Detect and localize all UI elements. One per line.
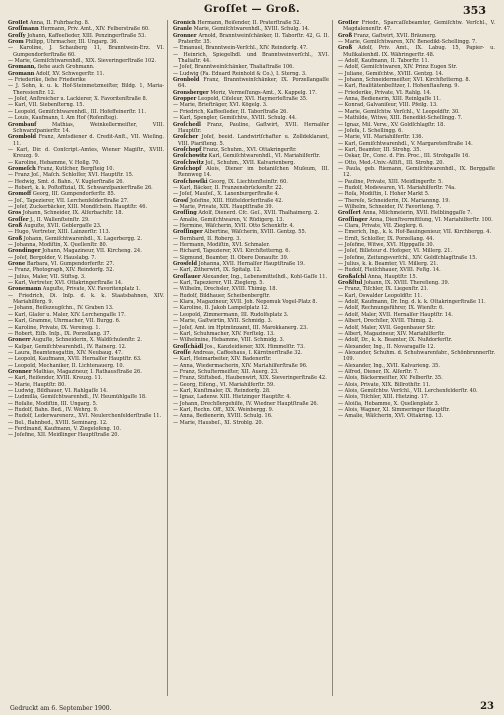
entry-details: — Franz, Photograph, XIV. Reindorfg. 52. [8,267,115,274]
entry-details: Joſef, beeid. Landwirtſchafter u. Zolldeklarant, VIII. Piariſteng. 5. [178,134,329,147]
entry-details: Franz, Gaſtwirt, XVII. Bräunerg. [352,32,437,39]
entry-surname: Groſſauer [173,273,201,280]
entry-details: Franz, Amtsdiener d. Credit-Anſt., VII. Wieſing. 11. [13,134,164,147]
entry-details: — Karl, Glaſer u. Maler, XIV. Lerchengaſſe 17. [8,311,126,318]
entry-details: — Rudolf, Modewaren, VI. Mariahilferſtr. 74a. [338,184,456,191]
entry-details: Alois, Diener im botaniſchen Muſeum, III. Rennweg 14. [178,165,329,179]
entry-details: — Adolf, Kaufmann, Dr. Ing. d. k. k. Ottakringerſtraße 11. [338,299,486,306]
entry-details: — Richard, Tapezierer, XVI. Kirchſtetterng. 6. [173,248,291,255]
entry-details: — Albert, Magazineur, XIV. Mariahilferſtr. [338,330,445,337]
entry-details: — Friedrich, Kaffeeſieder, II. Taborſtraße 26. [173,108,288,115]
entry-details: Leopold, Ciſeleur, XVI. Haymerleſtraße 35. [196,96,308,103]
entry-details: — Georg, Eiſeng., VI. Mariahilferſtr. 59. [173,381,275,388]
column-1 [8,20,168,696]
entry-surname: Groſſinger [338,216,368,223]
entry-details: — Marie, Hauptſtr. 80. [8,381,66,388]
directory-entry [338,20,495,33]
entry-surname: Groß [8,223,23,229]
entry-surname: Grondinger [8,248,41,255]
directory-entry [173,122,329,135]
entry-details: Friedr., Sparcaſſebeamter, Gemiſchtw. Verſchl., V. Magdalenenſtr. 47. [343,20,495,33]
entry-details: — Anna, Wiedermacherin, XIV. Mariahilferſtraße 96. [173,362,308,369]
entry-details: — Friederike, ſiehe Friederike [8,77,86,84]
entry-details: — Alois, Wagner, XI. Simmeringer Hauptſtr. [338,406,450,413]
directory-entry [173,77,329,90]
directory-entry [338,166,495,179]
entry-details: — Anna, Bedienerin, XVIII. Schulg. 16. [173,413,273,420]
entry-details: — Louis, Kaufmann, I. Am Hof (Roſenſteg). [8,115,118,122]
entry-details: — Karl, Realitätenbeſitzer, I. Hohenſtaufeng. 9. [338,83,460,90]
entry-details: — Mathilde, Witwe, XIII. Benedikt-Schellingg. 7. [338,115,463,122]
entry-details: — Leopold, Mechaniker, II. Lichtenauerg. 10. [8,362,125,369]
entry-details: — Joſef, Anſtreicher u. Lackierer, X. Favoritenſtraße 8. [8,96,148,103]
entry-surname: Groß [338,32,353,39]
entry-surname: Gronner [8,368,32,375]
directory-entry [8,147,164,160]
entry-surname: Groſſing [173,210,197,217]
entry-details: — Marie, Briefträger, XVI. Kögelg. 3. [173,102,268,109]
entry-details: — Joſefa, I. Schellingg. 6. [338,127,403,134]
entry-details: Jos., Kanzleidiener, XIX. Himmelſtr. 73. [203,343,305,350]
entry-details: Johann, Magazineur, VII. Kircheng. 24. [40,248,142,255]
entry-surname: Groſchowitz [173,153,208,160]
entry-details: — Adolf, Kaufmann, II. Taborſtr. 11. [338,58,430,65]
entry-details: Johanna, XVII. Hernalſer Hauptſtraße 19. [197,261,305,268]
entry-details: — Friedrich, Di. Inſp. d. k. k. Staatsbahnen, XIV. Mariahilferg. 9. [8,292,164,306]
entry-details: — Roſa, Modiſtin, I. Hoher Markt 5. [338,191,430,198]
entry-details: Anna, Hauptſtr. 15. [366,273,418,280]
entry-details: — Karl, Kunſtmaler, IX. Reindorfg. 28. [173,387,271,394]
entry-details: Mathias, Magazineur, I. Rathausſtraße 26. [31,368,142,375]
entry-details: Adolf, Dienerd. Cfc. Geſ., XVII. Thalhaimerg. 2. [196,210,320,217]
page-footer [10,698,494,712]
entry-details: — Franz, Schuſtermeiſter, XII. Auerg. 23. [173,368,279,375]
entry-details: — Ignaz, Mil. Verw., XV. Goldſchlagſtr. 18. [338,121,445,128]
entry-details: — Roſalie, Modiſtin, III. Ungarg. 5. [8,400,98,407]
entry-surname: Gromeſch [8,165,36,172]
entry-details: — Rudolf, Bildhauer, Scheibenbergſtr. [173,292,271,299]
entry-surname: Groſchowſki [173,178,208,185]
entry-details: Auguſte, Schneiderin, X. Waldſchulenſtr. 2. [30,337,142,344]
entry-details: Franz, Branntweinſchänker, IX. Porzellangaſſe 64. [178,77,329,90]
entry-surname: Großaſchl [338,273,367,280]
entry-details: Johann, Gemiſchtwarenhdl., X. Lagerbergg. 2. [22,235,142,242]
entry-details: — Hermann, Modiſtin, XVI. Schmaler. [173,242,270,249]
entry-details: — Karl, Spengler, Gemiſchtw., XVIII. Schulg. 44. [173,115,297,122]
entry-surname: Gropper [173,96,197,103]
entry-details: — Rudolf, Bahn. Bed., IV. Wehrg. 9. [8,406,99,413]
entry-details: — Karl, Dir. d. Conſcript.-Amtes, Wiener Magiſtr., XVIII. Kreuzg. 9. [8,146,164,160]
entry-details: — Hugo, Vertreter, XIII. Lainzerſtr. 113. [8,229,111,236]
entry-details: — Franz Joſ., Maſch. Schloſſer, XVI. Hauptſtr. 15. [8,172,134,179]
entry-details: — Franz, Tiſchler, IX. Liegenſtr. 21. [338,286,429,293]
entry-surname: Granle [173,26,193,33]
entry-details: — Wilhelmine, Hebamme, VIII. Schmidg. 3. [173,337,285,344]
entry-surname: Groſſet [8,20,29,26]
directory-entry [338,45,495,58]
entry-details: — Johanna, Modiſtin, X. Quellenſtr. 80. [8,242,108,249]
entry-details: — Franz, Stiftsbed., Haubenwirt, XIX. Sieveringerſtraße 42. [173,375,327,382]
entry-details: Hermann, Reiſender, II. Praterſtraße 52. [195,20,302,26]
entry-details: — Ernſt, Schloſſer, IX. Porzellang. 44. [338,235,435,242]
entry-details: — Karl, Gemiſchtwarenhdl., V. Margaretenſtraße 14. [338,140,473,147]
entry-details: — Marie, Gemiſchtwarenhdl., XIX. Sieveringerſtraße 102. [8,58,157,65]
entry-surname: Groſſer [8,216,29,223]
directory-entry [338,413,495,419]
entry-surname: Groſſert [338,210,361,217]
entry-surname: Grombauf [8,121,37,128]
entry-details: Georg, III. Gumpendorferſtr. 85. [31,191,116,198]
entry-details: Anna, II. Fuhrbachg. 8. [28,20,90,26]
entry-details: — Alois, Tiſchler, XIII. Hietzing. 17. [338,394,429,401]
entry-surname: Grombold [8,134,37,141]
entry-details: — Pauline, Private, XIII. Meidlingerſtr. 5. [338,178,443,185]
entry-details: Moriz, Vermeſſungs-Amt., X. Kappelg. 17. [208,89,317,96]
column-3 [338,20,498,696]
entry-details: — Albert, Drechſler, XVIII. Thimig. 2. [338,318,434,325]
entry-details: Marie, Gemiſchtwarenhdl., XVIII. Schulg. 14. [192,26,310,33]
entry-details: J., II. Wallenſteinſtr. 29. [28,216,90,223]
entry-details: — Anna, Bedienerin, XIII. Reinlgaſſe 11. [338,96,441,103]
entry-details: — Joſefine, Zeitungsverſchl., XIV. Goldſchlagſtraße 15. [338,254,478,261]
entry-surname: Grosfeld [173,261,198,268]
entry-details: — Joſ., Tapezierer, VII. Lerchenfelderſtraße 27. [8,197,129,204]
directory-entry [173,420,329,426]
entry-surname: Grosſ [173,197,189,204]
sheet-number: 23 [480,701,494,712]
entry-surname: Groſſe [173,349,191,356]
entry-details: Anna, Milchmeierin, XVII. Helblinggaſſe 7. [360,210,472,217]
entry-details: — Alfred, Diener, IX. Alſerſtr. 7. [338,368,419,375]
entry-surname: Gromann, [8,64,37,71]
entry-details: — Emerich, Ing., k. k. Hof-Bauingenieur, VII. Kirchbergg. 4. [338,229,492,236]
entry-details: — Rudolf, Fleiſchhauer, XVIII. Feſtg. 14. [338,267,441,274]
entry-details: — Oskar, Dr., Conc. d. Fin. Proc., III. Strohgaſſe 16. [338,153,470,160]
entry-surname: Groſſinger [173,229,203,236]
entry-details: Franz, Schuhm., XVI. Ottakringerſtr. [201,146,297,153]
entry-details: Auguſte, XVII. Geblergaſſe 23. [22,223,102,229]
entry-details: — Juliane, Gemiſchtw., XVIII. Gentzg. 14. [338,70,444,77]
entry-details: Franz, Pauline, Gaſtwirt, XVII. Hernalſer Hauptſtr. [178,121,329,134]
entry-details: — Alois, Bäckermeiſter, XV. Felberſtr. 35. [338,375,443,382]
entry-details: — Thereſe, Schneiderin, IX. Mariannng. 19. [338,197,451,204]
entry-details: Johann, IX. XVIII. Thereſieng. 39. [362,280,450,287]
entry-details: — Alexander, Schuhm. d. Schuhwarenfabr., Schönbrunnerſtr. 109. [338,349,495,363]
entry-details: — Adolf, Dr., k. k. Beamter, IX. Nußdorferſtr. [338,337,453,344]
entry-details: — Karoline, Hebamme, V. Hollg. 70. [8,159,101,166]
entry-surname: Gronich [173,20,196,26]
entry-details: — Karl, Oswalder Leopoldſtr. 11. [338,292,423,299]
entry-details: — Heinrich, Spiegelhdl. und Branntweinverſchl., XVI. Thaliaſtr. 44. [173,51,329,65]
entry-details: — J. Sohn, k. u. k. Hof-Steinmetzmeiſter, Bildg. 1, Maria-Theresienſtr. 12. [8,83,164,96]
entry-details: — Marie, VII. Mariahilferſtr. 136. [338,134,424,141]
entry-details: Georg, IX. Liechtenſteinſtr. 60. [207,178,288,185]
entry-surname: Groſchopf [173,165,202,172]
directory-columns [8,20,498,696]
entry-details: — Johann, Schneidermeiſter, XVI. Kirchſtetterng. 8. [338,77,471,84]
entry-surname: Groſſer [338,20,359,26]
entry-details: — Karl, Heimarbeiter, XIV. Badenerſtr. [173,356,272,363]
entry-details: — Emanuel, Branntwein-Verſchl., XIV. Reindorfg. 47. [173,45,308,52]
entry-details: ſiehe auch Grohmann. [36,64,95,71]
entry-details: Adolf, XV. Schwegerſtr. 11. [34,70,105,77]
entry-details: — Alexander, Ing., XVII. Kalvarieng. 35. [338,362,440,369]
directory-entry [8,45,164,58]
column-2 [173,20,333,696]
entry-details: — Karoline, II. Jakob Lampelplatz 12. [173,305,269,312]
entry-surname: Grone [8,261,26,268]
entry-details: — Karl, Vertreter, XVI. Ottakringerſtraße 14. [8,280,123,287]
entry-details: — Wilhelm, Drechsler, XVIII. Thimig. 18. [173,286,278,293]
entry-details: — Johann, Drechſlergehilfe, IV. Wiedner Hauptſtraße 26. [173,400,319,407]
entry-details: — Karoline, J. Schauberg 11, Branntwein-Erz. VI. Gumpendorferſtraße 60. [8,45,164,58]
directory-entry [173,33,329,46]
entry-details: — Adolf, Maler, XVII. Gegenbauer Str. [338,324,436,331]
entry-details: — Marie, Hausbeſ., XI. Stroblg. 20. [173,419,264,426]
entry-details: — Adolf, Gemiſchtwaren, XIV. Prinz Eugen Str. [338,64,458,71]
entry-surname: Groſchwitz [173,159,204,166]
entry-surname: Groſſchädl [173,343,204,350]
entry-details: Alexander, Ing., Lebensmittelhdl., Kohl-Gaſſe 11. [200,273,328,280]
entry-details: — Marie, Private, XIX. Hauptſtraße 39. [173,203,274,210]
entry-details: — Ferdinand, Kaufmann, V. Ziegelofeng. 10. [8,426,121,432]
entry-details: — Adolf, Maler, XVII. Hernalſer Hauptſtr. 14. [338,311,453,318]
entry-details: — Joſef, Branntweinſchänker, Thaliaſtraße 106. [173,64,294,71]
entry-details: — Amalie, Gemiſchtwaren, V. Rüdigerg. 13. [173,216,285,223]
entry-surname: Gromann [8,70,35,77]
print-date-note: Gedruckt am 6. September 1900. [10,705,112,712]
entry-details: — Paula, geb. Riemann, Gemiſchtwarenhdl., IX. Berggaſſe 12. [338,165,495,179]
entry-surname: Gromoff [8,191,32,198]
entry-details: — Marie, Gemiſchtw. Verſchl., V. Leopoldſtr. 30. [338,108,460,115]
directory-entry [8,83,164,96]
entry-details: — Ludwig, Bildhauer, VI. Rahlgaſſe 14. [8,387,108,394]
entry-details: — Karoline, Private, IX. Vereinsg. 1. [8,324,101,331]
entry-details: — Joſef, Mauſeſ., X. Laxenburgerſtraße 4. [173,191,280,198]
entry-details: Johann, Kaffeeſieder, XIII. Penzingerſtraße 53. [25,32,146,39]
entry-details: — Marie, Gemiſchtwaren, XIV. Benedikt-Schellingg. 7. [338,39,477,46]
entry-details: Auguſte, Private, XV. Favoritenplatz 1. [41,286,141,293]
directory-entry [8,432,164,438]
entry-details: Franz, Kutſcher, Bergſteig 10. [35,165,115,172]
directory-entry [173,134,329,147]
entry-details: — Leopold, Gemiſchtwarenhdl., III. Hofeffeinerſtr. 11. [8,108,146,115]
entry-details: — Laura, Beamtensgattin, XIV. Neubaug. 47. [8,349,123,356]
entry-surname: Groſchopf [173,146,202,153]
entry-details: Arnold, Branntweinſchänker, II. Taborſtr. 42, G. II. Praterſtr. 35. [178,32,329,46]
entry-details: Philipp, Uhrmacher, III. Ungarg. 36. [23,39,119,46]
entry-details: — Robert, Eiſb. Inſp., IX. Porzellang. 37. [8,330,112,337]
entry-details: — Alexander, Ing., II. Novaragaſſe 12. [338,343,436,350]
directory-entry [8,134,164,147]
entry-details: Karl, Gemiſchtwarenhdl., VI. Mariahilferſtr. [207,153,321,160]
entry-details: — Joſefine, XII. Meidlinger Hauptſtraße 20. [8,432,120,439]
entry-details: — Ludmilla, Gemiſchtwarenhdl., IV. Heumühlgaſſe 18. [8,394,147,401]
entry-details: — Joſef, Amt. im Hptmünzamt, III. Marokkanerg. 23. [173,324,308,331]
entry-surname: Gronemann [8,286,42,293]
entry-details: — Karl, Bäcker, II. Franzensbrückenſtr. 22. [173,184,284,191]
entry-details: — Joſef, Bergolder, V. Hauslabg. 7. [8,254,97,261]
entry-surname: Gronerr [8,337,31,344]
page-number: 353 [463,4,486,17]
entry-details: Andreas, Caffeehaus, I. Kärntnerſtraße 32. [190,349,303,356]
entry-surname: Gronner [173,32,197,39]
entry-surname: Gronsberger [173,89,209,96]
directory-entry [173,52,329,65]
entry-details: — Karl, Rechn. Off., XIX. Weinbergg. 9. [173,406,274,413]
entry-details: — Karl, Beamter, III. Strohg. 35. [338,146,422,153]
entry-details: — Hedwig, Smt. d. Bahn., V. Kuglerſtraße 26. [8,178,125,185]
entry-surname: Groſchedl [173,121,201,128]
entry-surname: Gronbold [173,77,200,84]
entry-details: — Rudolf, Lederwarenerz., XVI. Neulerchenfelderſtraße 11. [8,413,162,420]
entry-details: Anna, Dienſtvermittlung, VI. Mariahilferſtr. 100. [367,216,493,223]
entry-details: Johann, Schneider, IX. Alſerbachſtr. 18. [21,210,124,217]
entry-details: — Kaſpar, Gemiſchtwarenhdl., IV. Rainerg. 12. [8,343,127,350]
entry-details: — Leopold, Zimmermann, III. Rudolfsplatz 3. [173,311,289,318]
entry-details: Joſefine, XIII. Hütteldorferſtraße 42. [188,197,284,204]
entry-details: — Joſef, Billeteur d. Hofoper, VI. Millerg. 21. [338,248,453,255]
entry-surname: Groſſmann [8,26,39,33]
entry-details: — Karl, Schuhmacher, XIV. Ferſtelg. 13. [173,330,275,337]
entry-details: Barbara, VI. Gumpendorferſtr. 27. [25,261,115,268]
entry-details: Joſ., Schuhm., XVII. Kalvarienberg. [203,159,296,166]
entry-details: — Johann, Reiſezeugſchn., IV. Graben 13. [8,305,114,312]
entry-details: — Robert, k. k. Poſtoffizial, IX. Schwarzſpanierſtraße 26. [8,184,153,191]
entry-details: — Bel., Bahnbed., XVIII. Seminarg. 12. [8,419,108,426]
entry-details: — Julius, k. k. Beamter, VI. Millerg. 21. [338,261,439,268]
entry-details: — Alois, Gemiſchtw. Verſchl., VII. Lerchenfelderſtr. 40. [338,387,478,394]
entry-surname: Grom [8,39,24,46]
entry-details: — Wilhelm, Schneider, IV. Favoriteng. 7. [338,203,442,210]
entry-surname: Gros [8,210,22,217]
entry-details: — Clara, Private, VII. Zieglerg. 6. [338,223,424,229]
entry-details: — Aloiſia, Hebamme, X. Quellenplatz 3. [338,400,440,407]
running-head: Groſſet — Groß. [203,4,301,15]
entry-details: — Bernhard, II. Roberg. 3. [173,235,242,242]
entry-details: — Karl, Gramme, Uhrmacher, VII. Burgg. 6. [8,318,121,325]
entry-details: — Sigmund, Beamter, II. Obere Donauſtr. 39. [173,254,289,261]
entry-details: — Karl, Reiſender, XVIII. Kreuzg. 11. [8,375,103,382]
entry-details: — Karl, VII. Siebenſterng. 15. [8,102,85,109]
entry-details: — Julius, Maler, VII. Stiftsg. 3. [8,273,86,280]
entry-details: — Alois, Private, XIX. Billrothſtr. 11. [338,381,431,388]
entry-details: Albertine, Wäſcherin, XVIII. Gentzg. 55. [202,229,307,236]
entry-details: — Karl, Zitherwirt, IX. Spitalg. 12. [173,267,262,274]
entry-details: — Karl, Tapezierer, VII. Zieglerg. 5. [173,280,265,287]
entry-details: — Marie, Gaſtwirtin, XVII. Schmidg. 3. [173,318,273,325]
directory-entry [8,122,164,135]
entry-surname: Groß [338,45,353,52]
entry-details: Hermann, Priv. Amt., XIV. Felberstraße 60. [38,26,150,33]
entry-details: — Konrad, Galvaniſeur, VIII. Pfeilg. 13. [338,102,438,109]
directory-entry [8,293,164,306]
entry-surname: Groſſy [8,32,26,39]
entry-surname: Großſtul [338,280,363,287]
entry-details: — Klara, Magazineur, XVII. Joh. Nepomuk Vogel-Platz 8. [173,299,318,306]
entry-surname: Groß [8,235,23,242]
entry-details: — Joſefine, Witwe, XVI. Hippgaſſe 30. [338,242,435,249]
entry-details: — Joſef, Zuckerbäcker, XIII. Mondſchein. Hauptſtr. 46. [8,203,148,210]
entry-details: — Adolf, Rechnungsführer, IX. Wienſtr. 6. [338,305,444,312]
entry-details: Adolf, Priv. Amt., IX. Labug. 15, Papier- u. Muſikalienhdl. IX. Währingerſtr. 48. [343,45,495,58]
page-header [10,4,494,18]
directory-entry [173,166,329,179]
directory-entry [338,350,495,363]
entry-details: — Otto, Med.-Univ.-Aſſiſt., III. Strohg. 20. [338,159,445,166]
entry-surname: Groſcher [173,134,199,141]
entry-details: — Hermine, Wäſcherin, XVII. Otto Schenkſtr. 4. [173,223,295,229]
entry-details: Mathias, Weinkellermeiſter, VIII. Schwarzſpanierſtr. 14. [13,121,164,134]
entry-details: — Friederike, Private, VI. Rahlg. 14. [338,89,432,96]
entry-details: — Ludwig (Fa. Eduard Reinhold & Co.), I. Sterng. 3. [173,70,307,77]
entry-details: — Leopold, Kaufmann, XVII. Hernalſer Hauptſtr. 63. [8,356,142,363]
entry-details: — Amalie, Wäſcherin, XVI. Ottakring. 13. [338,413,444,420]
entry-details: — Ignaz, Ladenw. XIII. Hietzinger Hauptſtr. 4. [173,394,292,401]
